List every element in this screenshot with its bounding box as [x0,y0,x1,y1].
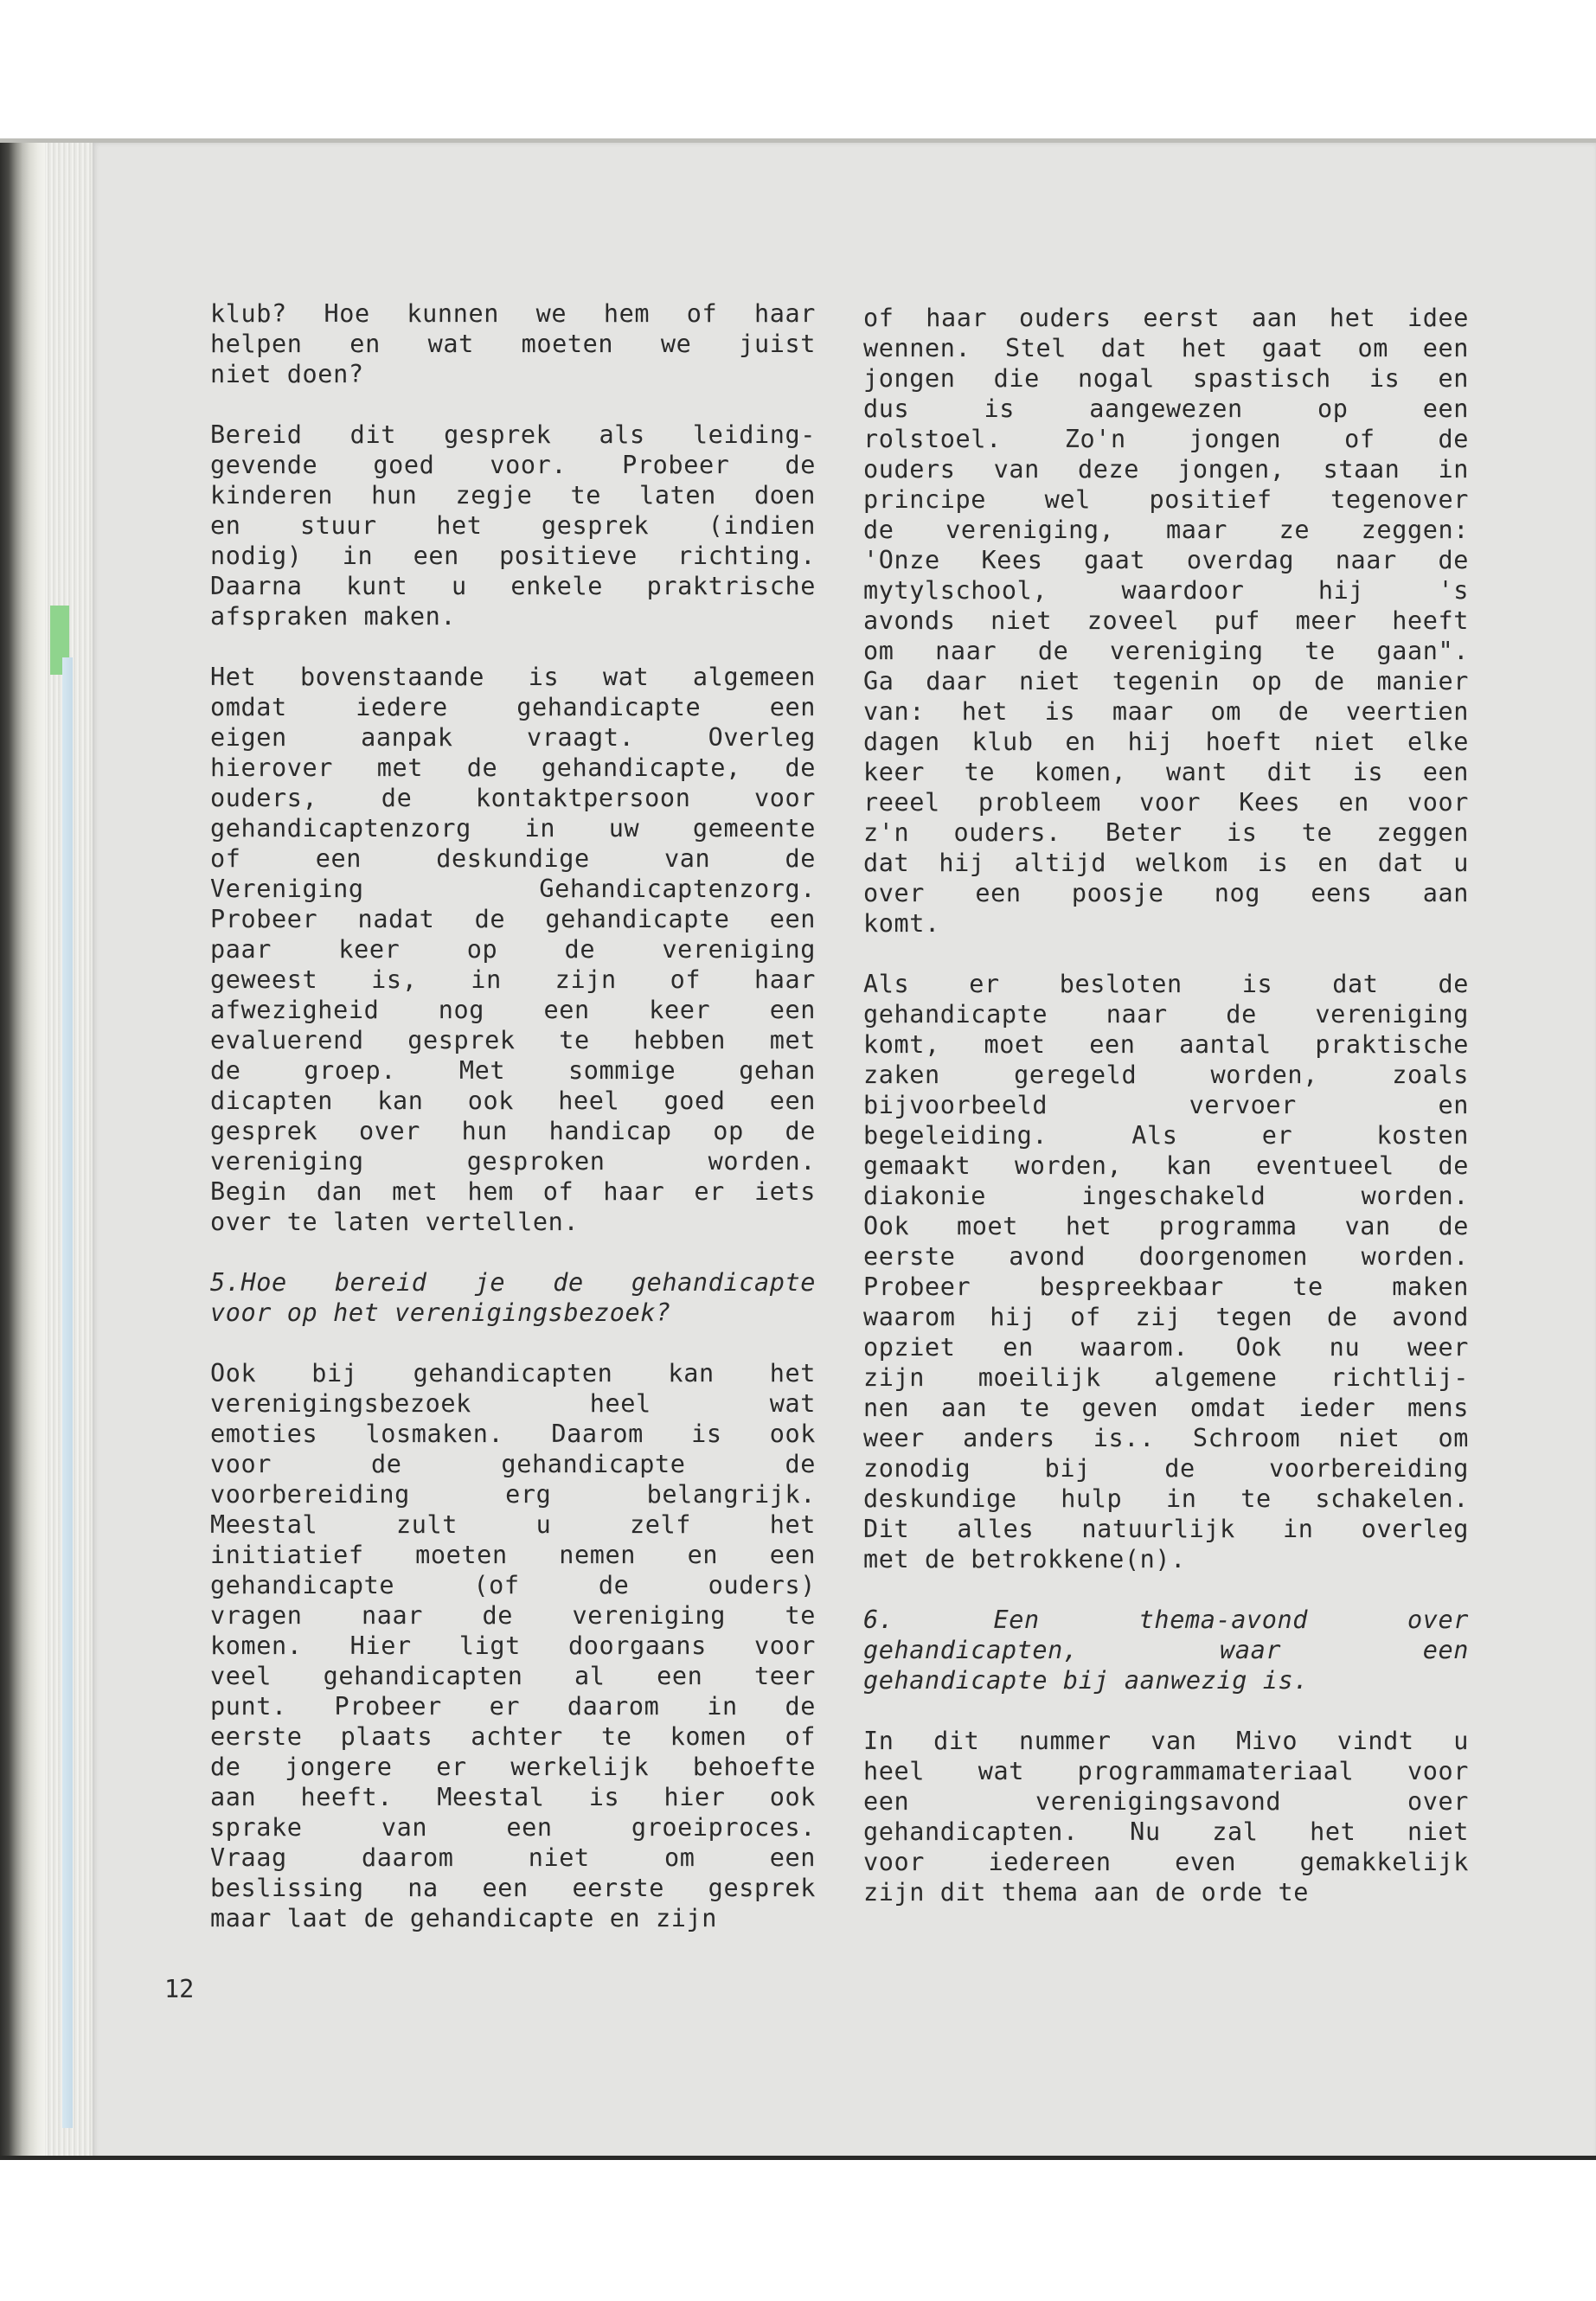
text-line: reeel probleem voor Kees en voor [863,788,1469,817]
page-number: 12 [164,1975,195,2003]
text-line: opziet en waarom. Ook nu weer [863,1333,1469,1362]
text-line: zaken geregeld worden, zoals [863,1061,1469,1089]
text-line: initiatief moeten nemen en een [210,1541,816,1569]
section-heading-5 [210,1267,816,1328]
text-line: met de betrokkene(n). [863,1545,1186,1574]
text-line: principe wel positief tegenover [863,485,1469,514]
text-line: Vereniging Gehandicaptenzorg. [210,875,816,903]
text-line: Meestal zult u zelf het [210,1510,816,1539]
text-line: ouders, de kontaktpersoon voor [210,784,816,812]
left-paragraph-3 [210,662,816,1237]
text-line: zonodig bij de voorbereiding [863,1454,1469,1483]
text-line: of een deskundige van de [210,844,816,873]
text-line: geweest is, in zijn of haar [210,965,816,994]
text-line: Ook bij gehandicapten kan het [210,1359,816,1388]
text-line: komt, moet een aantal praktische [863,1030,1469,1059]
text-line: klub? Hoe kunnen we hem of haar [210,299,816,328]
text-line: nen aan te geven omdat ieder mens [863,1394,1469,1422]
text-line: voorbereiding erg belangrijk. [210,1480,816,1509]
text-line: en stuur het gesprek (indien [210,511,816,540]
text-line: hierover met de gehandicapte, de [210,753,816,782]
text-line: begeleiding. Als er kosten [863,1121,1469,1150]
text-line: dat hij altijd welkom is en dat u [863,849,1469,877]
text-line: Dit alles natuurlijk in overleg [863,1515,1469,1543]
text-line: emoties losmaken. Daarom is ook [210,1420,816,1448]
text-line: over een poosje nog eens aan [863,879,1469,907]
text-line: Ga daar niet tegenin op de manier [863,667,1469,695]
text-line: ouders van deze jongen, staan in [863,455,1469,484]
text-line: eigen aanpak vraagt. Overleg [210,723,816,752]
text-line: paar keer op de vereniging [210,935,816,964]
text-line: dicapten kan ook heel goed een [210,1086,816,1115]
text-line: jongen die nogal spastisch is en [863,364,1469,393]
text-line: de jongere er werkelijk behoefte [210,1753,816,1781]
left-paragraph-4 [210,1358,816,1933]
text-line: komt. [863,909,940,938]
text-line: de groep. Met sommige gehan [210,1056,816,1085]
text-line: Daarna kunt u enkele praktrische [210,572,816,600]
text-line: gehandicapte bij aanwezig is. [863,1666,1309,1695]
text-line: Ook moet het programma van de [863,1212,1469,1240]
text-line: rolstoel. Zo'n jongen of de [863,425,1469,453]
text-line: voor op het verenigingsbezoek? [210,1298,671,1327]
right-paragraph-1 [863,303,1469,939]
left-paragraph-2 [210,420,816,631]
text-line: avonds niet zoveel puf meer heeft [863,606,1469,635]
text-line: voor iedereen even gemakkelijk [863,1848,1469,1876]
text-line: evaluerend gesprek te hebben met [210,1026,816,1054]
left-paragraph-1 [210,298,816,389]
text-line: Probeer bespreekbaar te maken [863,1272,1469,1301]
text-line: sprake van een groeiproces. [210,1813,816,1842]
text-line: wennen. Stel dat het gaat om een [863,334,1469,362]
text-line: gevende goed voor. Probeer de [210,451,816,479]
text-line: om naar de vereniging te gaan". [863,637,1469,665]
text-line: 6. Een thema-avond over [863,1606,1469,1634]
text-line: aan heeft. Meestal is hier ook [210,1783,816,1811]
text-line: diakonie ingeschakeld worden. [863,1182,1469,1210]
text-line: omdat iedere gehandicapte een [210,693,816,721]
text-line: afspraken maken. [210,602,457,631]
text-line: In dit nummer van Mivo vindt u [863,1727,1469,1755]
text-line: zijn dit thema aan de orde te [863,1878,1309,1907]
text-line: afwezigheid nog een keer een [210,996,816,1024]
text-line: veel gehandicapten al een teer [210,1662,816,1690]
text-line: zijn moeilijk algemene richtlij- [863,1363,1469,1392]
text-line: beslissing na een eerste gesprek [210,1874,816,1902]
text-line: over te laten vertellen. [210,1208,580,1236]
text-line: gehandicapte naar de vereniging [863,1000,1469,1029]
text-line: gehandicapten. Nu zal het niet [863,1817,1469,1846]
text-line: niet doen? [210,360,364,388]
text-line: gehandicapte (of de ouders) [210,1571,816,1599]
text-line: maar laat de gehandicapte en zijn [210,1904,718,1932]
text-line: helpen en wat moeten we juist [210,330,816,358]
text-line: nodig) in een positieve richting. [210,542,816,570]
text-line: gemaakt worden, kan eventueel de [863,1151,1469,1180]
text-line: de vereniging, maar ze zeggen: [863,516,1469,544]
right-paragraph-3 [863,1726,1469,1907]
text-line: heel wat programmamateriaal voor [863,1757,1469,1785]
text-line: vereniging gesproken worden. [210,1147,816,1176]
text-line: bijvoorbeeld vervoer en [863,1091,1469,1119]
right-paragraph-2 [863,969,1469,1574]
text-line: mytylschool, waardoor hij 's [863,576,1469,605]
text-line: Het bovenstaande is wat algemeen [210,663,816,691]
text-line: Vraag daarom niet om een [210,1843,816,1872]
text-line: keer te komen, want dit is een [863,758,1469,786]
text-line: verenigingsbezoek heel wat [210,1389,816,1418]
left-column [210,298,816,1964]
text-line: 'Onze Kees gaat overdag naar de [863,546,1469,574]
text-line: waarom hij of zij tegen de avond [863,1303,1469,1331]
section-heading-6 [863,1605,1469,1695]
scan-bottom-edge [0,2156,1596,2160]
text-line: deskundige hulp in te schakelen. [863,1484,1469,1513]
text-line: gesprek over hun handicap op de [210,1117,816,1145]
text-line: 5.Hoe bereid je de gehandicapte [210,1268,816,1297]
text-line: z'n ouders. Beter is te zeggen [863,818,1469,847]
text-line: Als er besloten is dat de [863,970,1469,998]
text-line: komen. Hier ligt doorgaans voor [210,1631,816,1660]
text-line: Begin dan met hem of haar er iets [210,1177,816,1206]
text-line: eerste plaats achter te komen of [210,1722,816,1751]
text-line: vragen naar de vereniging te [210,1601,816,1630]
text-line: voor de gehandicapte de [210,1450,816,1478]
text-line: gehandicaptenzorg in uw gemeente [210,814,816,843]
book-spine [0,143,45,2158]
text-line: of haar ouders eerst aan het idee [863,304,1469,332]
text-line: dus is aangewezen op een [863,394,1469,423]
text-line: Probeer nadat de gehandicapte een [210,905,816,933]
right-column [863,303,1469,1938]
blue-page-edge [62,657,73,2128]
text-line: dagen klub en hij hoeft niet elke [863,727,1469,756]
text-line: eerste avond doorgenomen worden. [863,1242,1469,1271]
text-line: gehandicapten, waar een [863,1636,1469,1664]
text-line: punt. Probeer er daarom in de [210,1692,816,1721]
text-line: Bereid dit gesprek als leiding- [210,420,816,449]
text-line: van: het is maar om de veertien [863,697,1469,726]
text-line: weer anders is.. Schroom niet om [863,1424,1469,1452]
text-line: een verenigingsavond over [863,1787,1469,1816]
text-line: kinderen hun zegje te laten doen [210,481,816,510]
